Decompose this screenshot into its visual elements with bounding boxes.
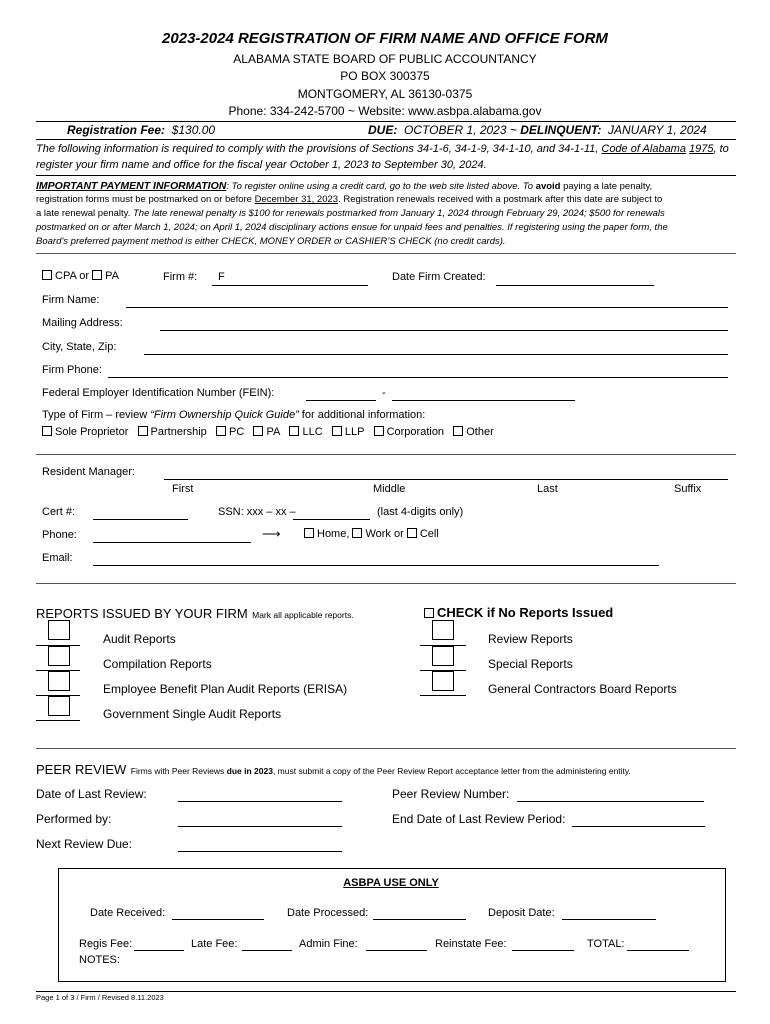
- intro-paragraph: The following information is required to comply with the provisions of Sections 34-1-6, 34-1-9, 34-1-10, and 34-1-11, Code of Alabama 1975, to register your firm name and office for the fiscal year October 1, 2023 to September 30, 2024.: [36, 143, 729, 171]
- type-pa[interactable]: PA: [253, 426, 280, 438]
- manager-divider: [36, 583, 736, 584]
- reports-divider: [36, 748, 736, 749]
- ssn-note: (last 4-digits only): [377, 506, 464, 518]
- mailing-address-field[interactable]: [160, 330, 728, 331]
- type-sole-proprietor[interactable]: Sole Proprietor: [42, 426, 128, 438]
- payment-line-4: postmarked on or after March 1, 2024; on April 1, 2024 disciplinary actions ensue for unpaid fees and penalties. If registering using the paper form, the: [36, 222, 668, 233]
- deposit-date-label: Deposit Date:: [488, 907, 555, 919]
- cpa-pa-choice: CPA or PA: [42, 270, 119, 282]
- firm-phone-label: Firm Phone:: [42, 364, 102, 376]
- date-last-review-label: Date of Last Review:: [36, 787, 147, 801]
- header-divider: [36, 121, 736, 122]
- firm-number-value: F: [218, 271, 225, 283]
- email-label: Email:: [42, 552, 73, 564]
- late-fee-label: Late Fee:: [191, 938, 238, 950]
- reinstate-fee-field[interactable]: [512, 950, 574, 951]
- next-review-due-field[interactable]: [178, 851, 342, 852]
- date-last-review-field[interactable]: [178, 801, 342, 802]
- firm-number-label: Firm #:: [163, 271, 198, 283]
- regis-fee-field[interactable]: [134, 950, 184, 951]
- type-llp[interactable]: LLP: [332, 426, 365, 438]
- total-field[interactable]: [627, 950, 689, 951]
- type-llc[interactable]: LLC: [289, 426, 322, 438]
- audit-reports-checkbox[interactable]: [48, 620, 70, 640]
- payment-line-5: Board’s preferred payment method is either CHECK, MONEY ORDER or CASHIER’S CHECK (no credit cards).: [36, 236, 506, 247]
- date-processed-field[interactable]: [373, 919, 466, 920]
- phone-work[interactable]: Work or: [352, 528, 403, 540]
- date-created-field[interactable]: [496, 285, 654, 286]
- peer-review-number-label: Peer Review Number:: [392, 787, 510, 801]
- deposit-date-field[interactable]: [562, 919, 656, 920]
- performed-by-label: Performed by:: [36, 812, 112, 826]
- page-footer: Page 1 of 3 / Firm / Revised 8.11.2023: [36, 993, 164, 1002]
- reports-heading: REPORTS ISSUED BY YOUR FIRM Mark all applicable reports.: [36, 606, 354, 621]
- type-other[interactable]: Other: [453, 426, 494, 438]
- cpa-checkbox[interactable]: [42, 270, 52, 280]
- fein-dash: -: [382, 387, 386, 399]
- firm-number-field[interactable]: [212, 285, 368, 286]
- contractors-reports-label: General Contractors Board Reports: [488, 682, 677, 696]
- firm-name-label: Firm Name:: [42, 294, 100, 306]
- pa-checkbox[interactable]: [92, 270, 102, 280]
- contractors-reports-checkbox[interactable]: [432, 671, 454, 691]
- firm-type-label: Type of Firm – review “Firm Ownership Quick Guide” for additional information:: [42, 409, 426, 421]
- manager-phone-field[interactable]: [93, 542, 251, 543]
- firm-phone-field[interactable]: [108, 377, 728, 378]
- phone-cell[interactable]: Cell: [407, 528, 439, 540]
- city-state-zip-label: City, State, Zip:: [42, 341, 117, 353]
- date-processed-label: Date Processed:: [287, 907, 369, 919]
- payment-line-3: a late renewal penalty. The late renewal penalty is $100 for renewals postmarked from January 1, 2024 through February 29, 2024; $500 for renewals: [36, 208, 665, 219]
- review-reports-checkbox[interactable]: [432, 620, 454, 640]
- end-date-label: End Date of Last Review Period:: [392, 812, 566, 826]
- firm-name-field[interactable]: [126, 307, 728, 308]
- city-address: MONTGOMERY, AL 36130-0375: [297, 87, 473, 101]
- review-reports-label: Review Reports: [488, 632, 573, 646]
- ssn-label: SSN: xxx – xx –: [218, 506, 296, 518]
- mailing-address-label: Mailing Address:: [42, 317, 123, 329]
- regis-fee-label: Regis Fee:: [79, 938, 133, 950]
- fein-field-1[interactable]: [306, 400, 376, 401]
- compilation-reports-checkbox[interactable]: [48, 646, 70, 666]
- admin-fine-label: Admin Fine:: [299, 938, 358, 950]
- suffix-caption: Suffix: [674, 483, 702, 495]
- manager-phone-label: Phone:: [42, 529, 77, 541]
- ssn-field[interactable]: [293, 519, 370, 520]
- last-caption: Last: [537, 483, 558, 495]
- arrow-icon: ⟶: [262, 526, 281, 541]
- payment-line-2: registration forms must be postmarked on or before December 31, 2023. Registration renewals received with a postmark after this date are subject to: [36, 194, 663, 205]
- fein-field-2[interactable]: [392, 400, 575, 401]
- fein-label: Federal Employer Identification Number (FEIN):: [42, 387, 275, 399]
- email-field[interactable]: [93, 565, 659, 566]
- reinstate-fee-label: Reinstate Fee:: [435, 938, 507, 950]
- middle-caption: Middle: [373, 483, 406, 495]
- fee-divider: [36, 139, 736, 140]
- end-date-field[interactable]: [572, 826, 705, 827]
- erisa-reports-checkbox[interactable]: [48, 671, 70, 691]
- payment-divider: [36, 253, 736, 254]
- peer-review-number-field[interactable]: [517, 801, 704, 802]
- date-received-label: Date Received:: [90, 907, 166, 919]
- type-pc[interactable]: PC: [216, 426, 244, 438]
- audit-reports-label: Audit Reports: [103, 632, 176, 646]
- board-name: ALABAMA STATE BOARD OF PUBLIC ACCOUNTANCY: [233, 52, 537, 66]
- notes-label: NOTES:: [79, 954, 120, 966]
- compilation-reports-label: Compilation Reports: [103, 657, 212, 671]
- admin-fine-field[interactable]: [366, 950, 427, 951]
- footer-divider: [36, 991, 736, 992]
- cert-label: Cert #:: [42, 506, 76, 518]
- payment-line-1: IMPORTANT PAYMENT INFORMATION: To register online using a credit card, go to the web site listed above. To avoid paying a late penalty,: [36, 180, 653, 192]
- next-review-due-label: Next Review Due:: [36, 837, 133, 851]
- special-reports-checkbox[interactable]: [432, 646, 454, 666]
- office-use-title: ASBPA USE ONLY: [343, 877, 439, 889]
- performed-by-field[interactable]: [178, 826, 342, 827]
- erisa-reports-label: Employee Benefit Plan Audit Reports (ERISA): [103, 682, 348, 696]
- intro-divider: [36, 175, 736, 176]
- phone-type-options: [304, 528, 439, 540]
- contact-line: Phone: 334-242-5700 ~ Website: www.asbpa.alabama.gov: [228, 104, 542, 118]
- single-audit-label: Government Single Audit Reports: [103, 707, 282, 721]
- po-box: PO BOX 300375: [340, 69, 430, 83]
- form-title: 2023-2024 REGISTRATION OF FIRM NAME AND OFFICE FORM: [162, 30, 608, 47]
- type-corporation[interactable]: Corporation: [374, 426, 444, 438]
- city-state-zip-field[interactable]: [144, 354, 728, 355]
- date-created-label: Date Firm Created:: [392, 271, 486, 283]
- due-dates: DUE: OCTOBER 1, 2023 ~ DELINQUENT: JANUARY 1, 2024: [368, 123, 707, 137]
- date-received-field[interactable]: [172, 919, 264, 920]
- registration-fee: Registration Fee: $130.00: [67, 123, 216, 137]
- peer-review-heading: PEER REVIEW Firms with Peer Reviews due in 2023, must submit a copy of the Peer Review Report acceptance letter from the administering entity.: [36, 762, 631, 777]
- special-reports-label: Special Reports: [488, 657, 573, 671]
- resident-manager-label: Resident Manager:: [42, 466, 135, 478]
- cert-field[interactable]: [93, 519, 188, 520]
- single-audit-checkbox[interactable]: [48, 696, 70, 716]
- resident-manager-field[interactable]: [164, 479, 728, 480]
- first-caption: First: [172, 483, 194, 495]
- phone-home[interactable]: Home,: [304, 528, 349, 540]
- firm-type-options: [42, 426, 494, 438]
- total-label: TOTAL:: [587, 938, 625, 950]
- late-fee-field[interactable]: [242, 950, 292, 951]
- type-partnership[interactable]: Partnership: [138, 426, 207, 438]
- no-reports-option[interactable]: CHECK if No Reports Issued: [424, 605, 613, 620]
- firm-divider: [36, 454, 736, 455]
